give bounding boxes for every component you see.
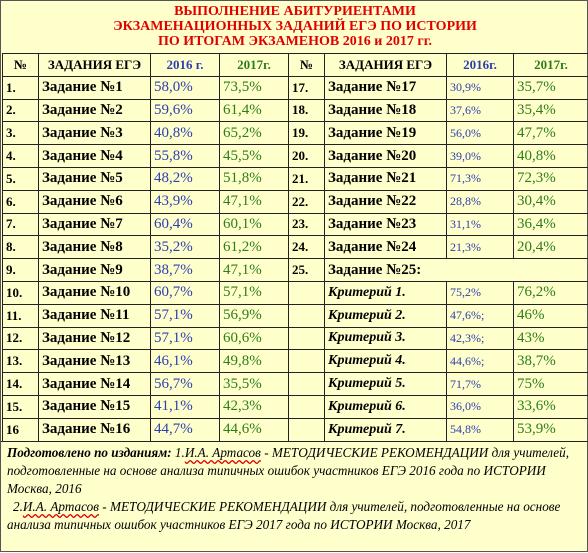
table-row [3,213,588,236]
result-2016: 39,0% [447,145,514,168]
result-2016: 57,1% [151,327,220,350]
criterion-2016: 44,6%; [447,350,514,373]
result-2017: 42,3% [220,395,289,418]
source-2-author: И.А. Артасов [23,499,99,514]
task-name: Задание №23 [325,213,447,236]
result-2017: 35,7% [514,76,588,99]
criterion-2016: 36,0% [447,395,514,418]
task-name: Задание №9 [39,259,151,282]
result-2017 [514,259,588,282]
table-row [3,281,588,304]
table-row [3,145,588,168]
result-2017: 51,8% [220,167,289,190]
results-table [2,53,588,442]
table-row [3,190,588,213]
task-number: 16 [3,418,39,441]
result-2016: 43,9% [151,190,220,213]
table-row [3,350,588,373]
result-2017: 49,8% [220,350,289,373]
task-number: 24. [289,236,325,259]
col-header-2016-right: 2016г. [447,54,514,77]
result-2017: 60,6% [220,327,289,350]
criterion-spacer [289,418,325,441]
criterion-name: Критерий 6. [325,395,447,418]
criterion-2016: 71,7% [447,373,514,396]
table-row [3,418,588,441]
criterion-2016: 54,8% [447,418,514,441]
criterion-2017: 53,9% [514,418,588,441]
result-2016: 58,0% [151,76,220,99]
task-number: 12. [3,327,39,350]
task-number: 21. [289,167,325,190]
col-header-2017-right: 2017г. [514,54,588,77]
result-2017: 45,5% [220,145,289,168]
criterion-name: Критерий 1. [325,281,447,304]
criterion-2017: 46% [514,304,588,327]
table-row [3,304,588,327]
source-2-text: - МЕТОДИЧЕСКИЕ РЕКОМЕНДАЦИИ для учителей, подготовленные на основе анализа типичных ошибок участников ЕГЭ 2017 года по ИСТОРИИ Москва, 2017 [7,499,560,532]
result-2017: 35,4% [514,99,588,122]
title-line-2: ЭКЗАМЕНАЦИОННЫХ ЗАДАНИЙ ЕГЭ ПО ИСТОРИИ [1,19,588,34]
result-2016: 28,8% [447,190,514,213]
result-2016: 46,1% [151,350,220,373]
source-2 [7,498,583,534]
result-2017: 35,5% [220,373,289,396]
result-2017: 44,6% [220,418,289,441]
criterion-2016: 42,3%; [447,327,514,350]
task-name: Задание №19 [325,122,447,145]
result-2017: 61,2% [220,236,289,259]
title-line-1: ВЫПОЛНЕНИЕ АБИТУРИЕНТАМИ [1,4,588,19]
table-row [3,76,588,99]
result-2017: 65,2% [220,122,289,145]
task-number: 13. [3,350,39,373]
result-2016: 60,7% [151,281,220,304]
task-number: 8. [3,236,39,259]
result-2017: 47,1% [220,190,289,213]
result-2017: 30,4% [514,190,588,213]
task-number: 15. [3,395,39,418]
criterion-name: Критерий 2. [325,304,447,327]
result-2016: 31,1% [447,213,514,236]
task-name: Задание №25: [325,259,447,282]
result-2016: 59,6% [151,99,220,122]
result-2017: 73,5% [220,76,289,99]
col-header-num: № [3,54,39,77]
criterion-2016: 47,6%; [447,304,514,327]
result-2016: 60,4% [151,213,220,236]
result-2016: 44,7% [151,418,220,441]
task-name: Задание №24 [325,236,447,259]
task-name: Задание №7 [39,213,151,236]
result-2016: 38,7% [151,259,220,282]
task-name: Задание №22 [325,190,447,213]
task-name: Задание №10 [39,281,151,304]
task-number: 6. [3,190,39,213]
task-name: Задание №4 [39,145,151,168]
task-number: 17. [289,76,325,99]
table-row [3,327,588,350]
col-header-task: ЗАДАНИЯ ЕГЭ [39,54,151,77]
result-2017: 56,9% [220,304,289,327]
result-2016 [447,259,514,282]
source-1-author: И.А. Артасов [185,445,261,460]
criterion-spacer [289,281,325,304]
result-2016: 37,6% [447,99,514,122]
col-header-2017: 2017г. [220,54,289,77]
result-2017: 61,4% [220,99,289,122]
source-2-prefix: 2. [13,499,23,514]
table-row [3,259,588,282]
result-2016: 35,2% [151,236,220,259]
task-name: Задание №15 [39,395,151,418]
table-row [3,395,588,418]
result-2016: 30,9% [447,76,514,99]
title-line-3: ПО ИТОГАМ ЭКЗАМЕНОВ 2016 и 2017 гг. [1,34,588,49]
task-name: Задание №3 [39,122,151,145]
task-number: 9. [3,259,39,282]
task-name: Задание №12 [39,327,151,350]
task-name: Задание №6 [39,190,151,213]
task-number: 25. [289,259,325,282]
col-header-num-right: № [289,54,325,77]
table-header-row [3,54,588,77]
task-number: 4. [3,145,39,168]
source-1-text: - МЕТОДИЧЕСКИЕ РЕКОМЕНДАЦИИ для учителей, подготовленные на основе анализа типичных ошибок участников ЕГЭ 2016 года по ИСТОРИИ Москва, 2016 [7,445,569,496]
result-2016: 57,1% [151,304,220,327]
criterion-name: Критерий 5. [325,373,447,396]
task-number: 18. [289,99,325,122]
task-name: Задание №21 [325,167,447,190]
task-number: 7. [3,213,39,236]
task-number: 22. [289,190,325,213]
criterion-2017: 33,6% [514,395,588,418]
source-1-prefix: 1. [172,445,185,460]
result-2017: 20,4% [514,236,588,259]
task-number: 5. [3,167,39,190]
task-name: Задание №16 [39,418,151,441]
col-header-task-right: ЗАДАНИЯ ЕГЭ [325,54,447,77]
result-2017: 72,3% [514,167,588,190]
task-number: 19. [289,122,325,145]
result-2016: 48,2% [151,167,220,190]
table-row [3,99,588,122]
task-number: 3. [3,122,39,145]
task-number: 11. [3,304,39,327]
task-number: 10. [3,281,39,304]
criterion-name: Критерий 7. [325,418,447,441]
task-name: Задание №14 [39,373,151,396]
criterion-2017: 43% [514,327,588,350]
document-title [1,1,588,53]
result-2017: 60,1% [220,213,289,236]
task-number: 23. [289,213,325,236]
result-2016: 56,0% [447,122,514,145]
result-2016: 56,7% [151,373,220,396]
table-row [3,236,588,259]
result-2017: 47,1% [220,259,289,282]
result-2017: 36,4% [514,213,588,236]
table-row [3,167,588,190]
criterion-2017: 75% [514,373,588,396]
criterion-spacer [289,350,325,373]
result-2017: 47,7% [514,122,588,145]
criterion-2017: 38,7% [514,350,588,373]
table-row [3,373,588,396]
task-name: Задание №8 [39,236,151,259]
criterion-2017: 76,2% [514,281,588,304]
task-number: 20. [289,145,325,168]
result-2017: 40,8% [514,145,588,168]
result-2016: 41,1% [151,395,220,418]
criterion-2016: 75,2% [447,281,514,304]
result-2016: 71,3% [447,167,514,190]
criterion-spacer [289,373,325,396]
task-name: Задание №20 [325,145,447,168]
table-row [3,122,588,145]
task-number: 1. [3,76,39,99]
result-2016: 21,3% [447,236,514,259]
criterion-spacer [289,327,325,350]
sources-label: Подготовлено по изданиям: [7,445,172,460]
task-name: Задание №17 [325,76,447,99]
criterion-spacer [289,395,325,418]
criterion-name: Критерий 4. [325,350,447,373]
task-name: Задание №2 [39,99,151,122]
task-number: 14. [3,373,39,396]
task-name: Задание №5 [39,167,151,190]
criterion-spacer [289,304,325,327]
sources-note [1,441,588,553]
criterion-name: Критерий 3. [325,327,447,350]
result-2016: 40,8% [151,122,220,145]
col-header-2016: 2016 г. [151,54,220,77]
task-number: 2. [3,99,39,122]
result-2017: 57,1% [220,281,289,304]
task-name: Задание №11 [39,304,151,327]
task-name: Задание №1 [39,76,151,99]
task-name: Задание №13 [39,350,151,373]
result-2016: 55,8% [151,145,220,168]
task-name: Задание №18 [325,99,447,122]
